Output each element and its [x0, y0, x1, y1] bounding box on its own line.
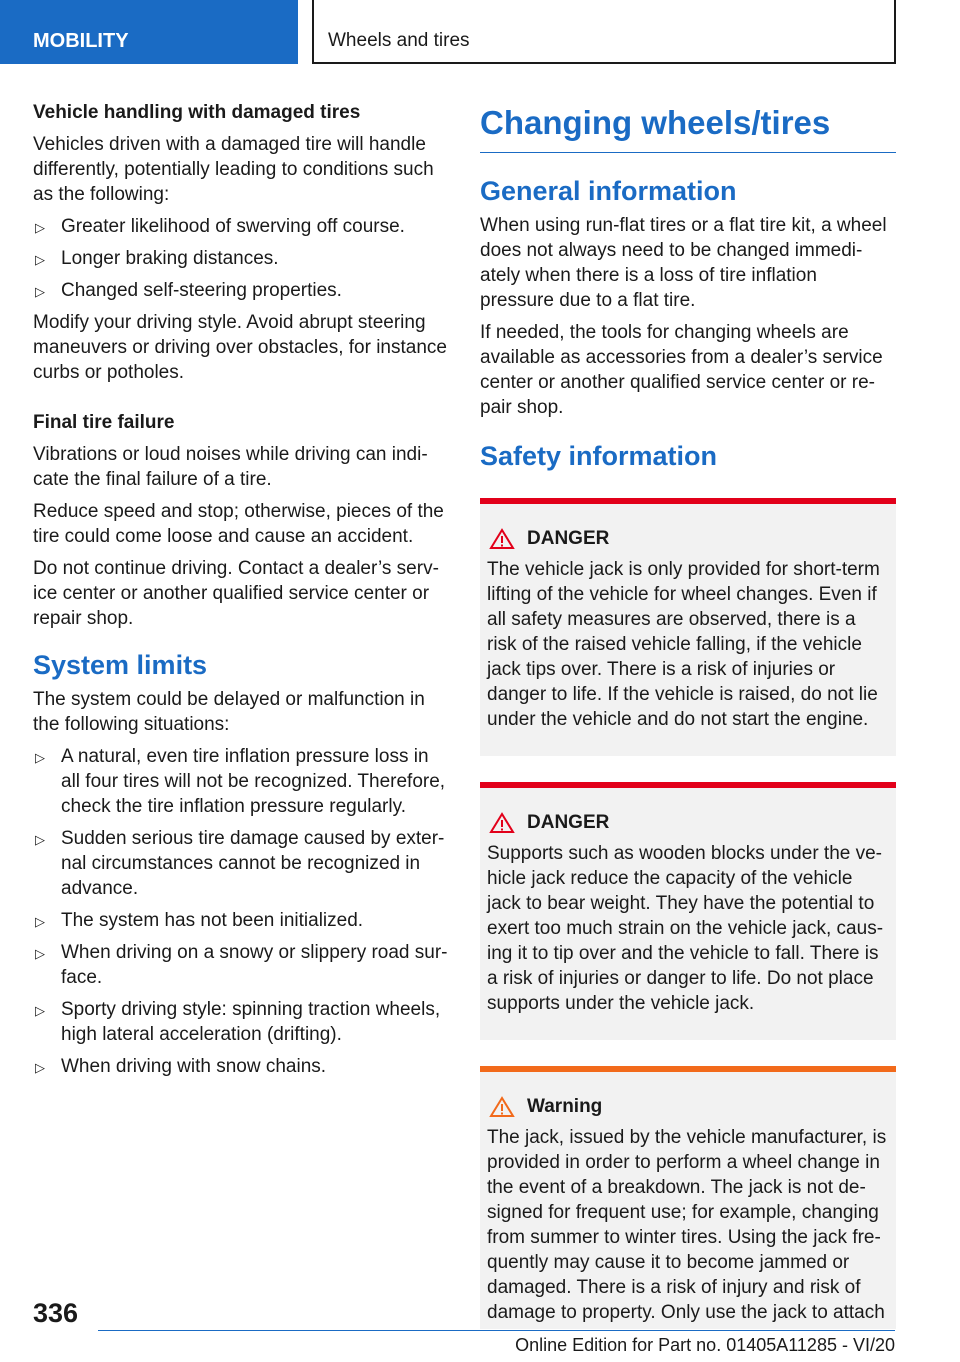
edition-note: Online Edition for Part no. 01405A11285 - VI/20	[515, 1335, 895, 1355]
triangle-bullet-icon: ▷	[35, 946, 45, 961]
warning-triangle-icon	[489, 1096, 515, 1118]
notice-text: Supports such as wooden blocks under the ve-hicle jack reduce the capacity of the vehicle jack to bear weight. They have the potential to exert too much strain on the vehicle jack, caus-ing it to tip over and the vehicle to fall. There is a risk of injuries or danger to life. Do not place supports under the vehicle jack.	[487, 843, 884, 1014]
handling-list	[33, 214, 448, 303]
general-info-p2: If needed, the tools for changing wheels are available as accessories from a dealer’s service center or another qualified service center or re-pair shop.	[480, 322, 883, 418]
warning-triangle-icon	[489, 812, 515, 834]
section-tab: MOBILITY	[0, 0, 298, 64]
final-failure-p3: Do not continue driving. Contact a dealer’s serv-ice center or another qualified service center or repair shop.	[33, 558, 439, 629]
triangle-bullet-icon: ▷	[35, 750, 45, 765]
safety-info-heading: Safety information	[480, 441, 718, 471]
list-item: ▷ Sudden serious tire damage caused by exter-nal circumstances cannot be recognized in advance.	[35, 828, 445, 899]
danger-notice	[480, 782, 896, 1040]
system-limits-heading: System limits	[33, 650, 208, 680]
list-item: ▷ A natural, even tire inflation pressure loss in all four tires will not be recognized. Therefore, check the tire inflation pressure regularly.	[35, 746, 446, 817]
danger-notice	[480, 498, 896, 756]
list-item: ▷ The system has not been initialized.	[33, 908, 448, 933]
chapter-title: Wheels and tires	[312, 0, 896, 64]
notice-level: Warning	[527, 1096, 603, 1117]
notice-header	[487, 1094, 888, 1119]
handling-advice: Modify your driving style. Avoid abrupt steering maneuvers or driving over obstacles, for instance curbs or potholes.	[33, 312, 447, 383]
list-item: ▷ Greater likelihood of swerving off course.	[33, 214, 448, 239]
system-limits-list	[33, 744, 448, 1079]
system-limits-intro: The system could be delayed or malfunction in the following situations:	[33, 689, 425, 735]
list-item: ▷ Longer braking distances.	[33, 246, 448, 271]
warning-triangle-icon	[489, 528, 515, 550]
notice-level: DANGER	[527, 528, 610, 549]
handling-subheading: Vehicle handling with damaged tires	[33, 102, 361, 123]
page-number: 336	[33, 1298, 79, 1328]
right-column	[480, 100, 896, 1329]
final-failure-p1: Vibrations or loud noises while driving can indi-cate the final failure of a tire.	[33, 444, 428, 490]
notice-header	[487, 526, 888, 551]
triangle-bullet-icon: ▷	[35, 284, 45, 299]
handling-intro: Vehicles driven with a damaged tire will handle differently, potentially leading to conditions such as the following:	[33, 134, 434, 205]
general-info-p1: When using run-flat tires or a flat tire kit, a wheel does not always need to be changed immedi-ately when there is a loss of tire inflation pressure due to a flat tire.	[480, 215, 887, 311]
final-failure-p2: Reduce speed and stop; otherwise, pieces of the tire could come loose and cause an accident.	[33, 501, 444, 547]
triangle-bullet-icon: ▷	[35, 1003, 45, 1018]
triangle-bullet-icon: ▷	[35, 220, 45, 235]
triangle-bullet-icon: ▷	[35, 914, 45, 929]
triangle-bullet-icon: ▷	[35, 1060, 45, 1075]
footer-divider	[98, 1330, 895, 1331]
notice-text: The jack, issued by the vehicle manufacturer, is provided in order to perform a wheel change in the event of a breakdown. The jack is not de-signed for frequent use; for example, changing from summer to winter tires. Using the jack fre-quently may cause it to become jammed or damaged. There is a risk of injury and risk of damage to property. Only use the jack to attach	[487, 1127, 887, 1323]
triangle-bullet-icon: ▷	[35, 832, 45, 847]
notice-level: DANGER	[527, 812, 610, 833]
list-item: ▷ When driving on a snowy or slippery road sur-face.	[35, 942, 448, 988]
list-item: ▷ When driving with snow chains.	[33, 1054, 448, 1079]
changing-wheels-heading: Changing wheels/tires	[480, 100, 896, 153]
left-column	[33, 100, 448, 1086]
list-item: ▷ Sporty driving style: spinning traction wheels, high lateral acceleration (drifting).	[35, 999, 441, 1045]
notice-header	[487, 810, 888, 835]
triangle-bullet-icon: ▷	[35, 252, 45, 267]
notice-text: The vehicle jack is only provided for short-term lifting of the vehicle for wheel changes. Even if all safety measures are observed, there is a risk of the raised vehicle falling, if the vehicle jack tips over. There is a risk of injuries or danger to life. If the vehicle is raised, do not lie under the vehicle and do not start the engine.	[487, 559, 880, 730]
final-failure-subheading: Final tire failure	[33, 412, 175, 433]
list-item: ▷ Changed self-steering properties.	[33, 278, 448, 303]
general-info-heading: General information	[480, 176, 737, 206]
warning-notice	[480, 1066, 896, 1329]
